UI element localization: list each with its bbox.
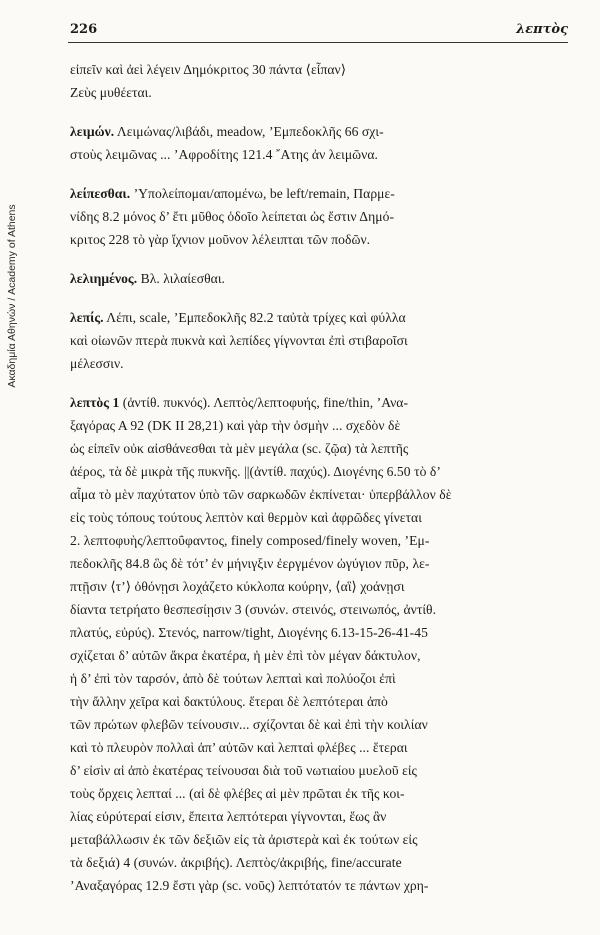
entry-line: νίδης 8.2 μόνος δ’ ἔτι μῦθος ὁδοῖο λείπεται ὡς ἔστιν Δημό- bbox=[70, 209, 395, 224]
page-number: 226 bbox=[70, 22, 98, 37]
page-header bbox=[68, 22, 568, 43]
entry-line: δίαντα τετρήατο θεσπεσίῃσιν 3 (συνών. στεινός, στεινωπός, ἀντίθ. bbox=[70, 602, 437, 617]
entry-lepis bbox=[70, 306, 568, 375]
entry-line: ὡς εἰπεῖν οὐκ αἰσθάνεσθαι τὰ μὲν μεγάλα (sc. ζῷα) τὰ λεπτῆς bbox=[70, 441, 409, 456]
entry-line: πεδοκλῆς 84.8 ὣς δὲ τότ’ ἐν μήνιγξιν ἐεργμένον ὠγύγιον πῦρ, λε- bbox=[70, 556, 430, 571]
entry-leliemenos bbox=[70, 267, 568, 290]
headword: λείπεσθαι. bbox=[70, 186, 131, 201]
entry-line: Λειμώνας/λιβάδι, meadow, ’Εμπεδοκλῆς 66 σχι- bbox=[116, 124, 384, 139]
entry-line: πλατύς, εὐρύς). Στενός, narrow/tight, Διογένης 6.13-15-26-41-45 bbox=[70, 625, 428, 640]
entry-leptos bbox=[70, 391, 568, 897]
entry-line: καὶ τὸ πλευρὸν πολλαὶ ἀπ’ αὐτῶν καὶ λεπταὶ φλέβες ... ἕτεραι bbox=[70, 740, 408, 755]
headword: λεπίς. bbox=[70, 310, 104, 325]
entry-line: σχίζεται δ’ αὐτῶν ἄκρα ἑκατέρα, ἡ μὲν ἐπὶ τὸν μέγαν δάκτυλον, bbox=[70, 648, 421, 663]
entry-line: εἰπεῖν καὶ ἀεὶ λέγειν Δημόκριτος 30 πάντα ⟨εἶπαν⟩ bbox=[70, 62, 347, 77]
entry-line: πτῇσιν ⟨τ’⟩ ὀθόνῃσι λοχάζετο κύκλοπα κούρην, ⟨αἳ⟩ χοάνῃσι bbox=[70, 579, 405, 594]
entry-line: τὴν ἄλλην χεῖρα καὶ δακτύλους. ἕτεραι δὲ λεπτότεραι ἀπὸ bbox=[70, 694, 388, 709]
entry-line: (ἀντίθ. πυκνός). Λεπτὸς/λεπτοφυής, fine/thin, ’Ανα- bbox=[122, 395, 409, 410]
running-head: λεπτὸς bbox=[516, 22, 568, 37]
entry-line: ξαγόρας Α 92 (DK II 28,21) καὶ γὰρ τὴν ὀσμὴν ... σχεδὸν δὲ bbox=[70, 418, 401, 433]
entry-line: κριτος 228 τὸ γὰρ ἴχνιον μοῦνον λέλειπται τῶν ποδῶν. bbox=[70, 232, 371, 247]
entry-line: 2. λεπτοφυὴς/λεπτοΰφαντος, finely composed/finely woven, ’Εμ- bbox=[70, 533, 430, 548]
entry-leipesthai bbox=[70, 182, 568, 251]
entry-line: εἰς τοὺς τόπους τούτους λεπτὸν καὶ θερμὸν καὶ ἀφρῶδες γίνεται bbox=[70, 510, 422, 525]
entry-line: αἷμα τὸ μὲν παχύτατον ὑπὸ τῶν σαρκωδῶν ἐκπίνεται· ὑπερβάλλον δὲ bbox=[70, 487, 452, 502]
entry-leimon bbox=[70, 120, 568, 166]
entry-line: Βλ. λιλαίεσθαι. bbox=[140, 271, 226, 286]
entry-line: μέλεσσιν. bbox=[70, 356, 124, 371]
entry-line: δ’ εἰσὶν αἱ ἀπὸ ἑκατέρας τείνουσαι διὰ τοῦ νωτιαίου μυελοῦ εἰς bbox=[70, 763, 417, 778]
entry-line: τῶν πρώτων φλεβῶν τείνουσιν... σχίζονται δὲ καὶ ἐπὶ τὴν κοιλίαν bbox=[70, 717, 428, 732]
entry-line: στοὺς λειμῶνας ... ’Αφροδίτης 121.4 ῎Ατης ἀν λειμῶνα. bbox=[70, 147, 378, 162]
entry-line: μεταβάλλωσιν ἐκ τῶν δεξιῶν εἰς τὰ ἀριστερὰ καὶ ἐκ τούτων εἰς bbox=[70, 832, 418, 847]
entry-line: λίας εὐρύτεραί εἰσιν, ἔπειτα λεπτότεραι γίγνονται, ἕως ἂν bbox=[70, 809, 387, 824]
headword: λεπτὸς 1 bbox=[70, 395, 120, 410]
entry-line: τὰ δεξιά) 4 (συνών. ἀκριβής). Λεπτὸς/ἀκριβής, fine/accurate bbox=[70, 855, 402, 870]
entry-line: ’Υπολείπομαι/απομένω, be left/remain, Παρμε- bbox=[133, 186, 395, 201]
entry-line: ἀέρος, τὰ δὲ μικρὰ τῆς πυκνῆς. ||(ἀντίθ. παχύς). Διογένης 6.50 τὸ δ’ bbox=[70, 464, 441, 479]
entry-line: ἡ δ’ ἐπὶ τὸν ταρσόν, ἀπὸ δὲ τούτων λεπταὶ καὶ πολύοζοι ἐπὶ bbox=[70, 671, 396, 686]
entry-line: Λέπι, scale, ’Εμπεδοκλῆς 82.2 ταὐτὰ τρίχες καὶ φύλλα bbox=[106, 310, 406, 325]
headword: λελιημένος. bbox=[70, 271, 138, 286]
entry-line: τοὺς ὄρχεις λεπταί ... (αἱ δὲ φλέβες αἱ μὲν πρῶται ἐκ τῆς κοι- bbox=[70, 786, 405, 801]
entry-line: ’Αναξαγόρας 12.9 ἔστι γὰρ (sc. νοῦς) λεπτότατόν τε πάντων χρη- bbox=[70, 878, 429, 893]
entry-continuation bbox=[70, 58, 568, 104]
sidebar-watermark: Ακαδημία Αθηνών / Academy of Athens bbox=[6, 204, 18, 388]
headword: λειμών. bbox=[70, 124, 115, 139]
entry-line: καὶ οἰωνῶν πτερὰ πυκνὰ καὶ λεπίδες γίγνονται ἐπὶ στιβαροῖσι bbox=[70, 333, 408, 348]
entry-line: Ζεὺς μυθέεται. bbox=[70, 85, 152, 100]
dictionary-body bbox=[70, 58, 568, 913]
